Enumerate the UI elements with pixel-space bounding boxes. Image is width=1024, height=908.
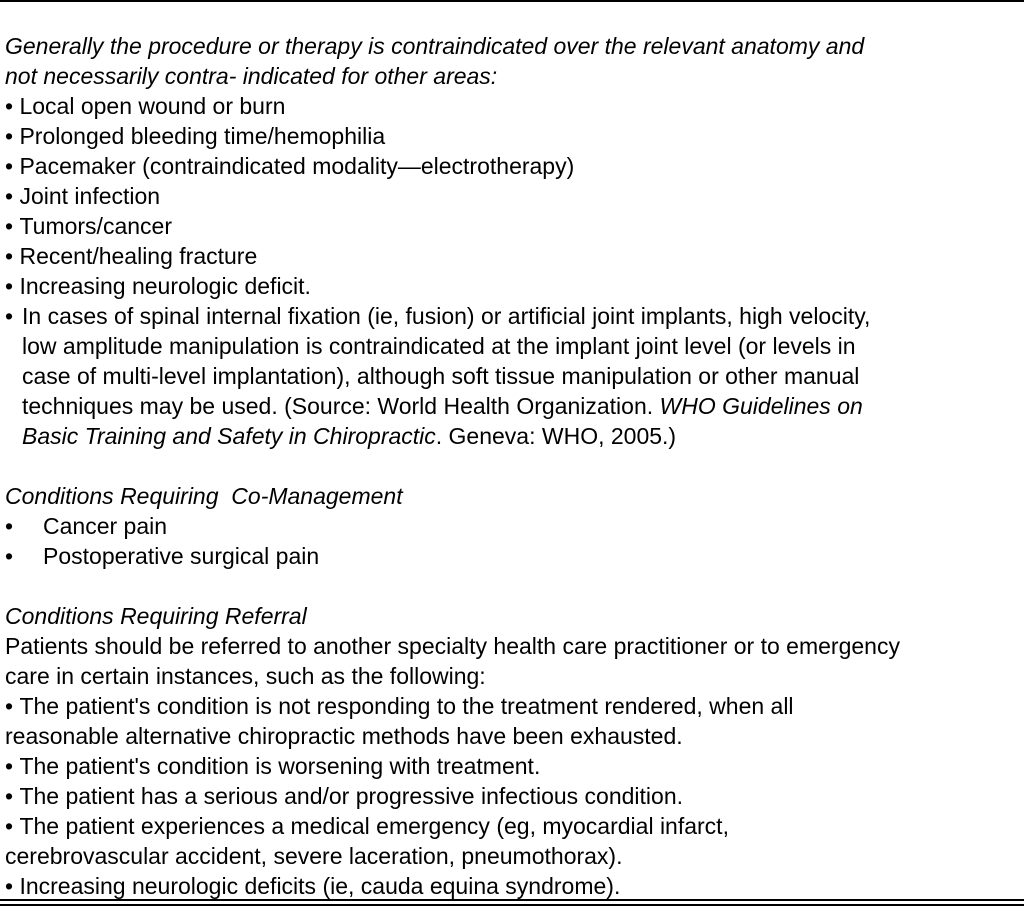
section-heading: Conditions Requiring Co-Management bbox=[5, 483, 403, 509]
bottom-rule bbox=[0, 904, 1024, 906]
list-item: • Prolonged bleeding time/hemophilia bbox=[5, 121, 1020, 151]
section-heading: Conditions Requiring Referral bbox=[5, 603, 307, 629]
list-item: • Cancer pain bbox=[5, 513, 168, 539]
bottom-rule bbox=[0, 899, 1024, 901]
list-item: • Local open wound or burn bbox=[5, 91, 1020, 121]
list-item: • Tumors/cancer bbox=[5, 211, 1020, 241]
co-management-section bbox=[5, 481, 1020, 571]
source-title: Basic Training and Safety in Chiropractic bbox=[22, 423, 436, 449]
bullet-icon: • bbox=[5, 513, 14, 539]
list-item: • The patient's condition is worsening with treatment. bbox=[5, 751, 1020, 781]
list-item: • Pacemaker (contraindicated modality—electrotherapy) bbox=[5, 151, 1020, 181]
intro-line: care in certain instances, such as the following: bbox=[5, 663, 486, 689]
list-item: • Increasing neurologic deficit. bbox=[5, 271, 1020, 301]
bullet-icon: • bbox=[5, 543, 14, 569]
list-item: • Increasing neurologic deficits (ie, cauda equina syndrome). bbox=[5, 871, 1020, 901]
list-item: • The patient experiences a medical emergency (eg, myocardial infarct, bbox=[5, 811, 1020, 841]
referral-section bbox=[5, 601, 1020, 901]
intro-line: not necessarily contra- indicated for other areas: bbox=[5, 63, 498, 89]
list-item: • Postoperative surgical pain bbox=[5, 543, 320, 569]
list-item-continuation: reasonable alternative chiropractic methods have been exhausted. bbox=[5, 723, 683, 749]
document-body bbox=[5, 31, 1020, 901]
list-item: • The patient's condition is not responding to the treatment rendered, when all bbox=[5, 691, 1020, 721]
list-item: • Recent/healing fracture bbox=[5, 241, 1020, 271]
list-item-spinal-fixation: • In cases of spinal internal fixation (ie, fusion) or artificial joint implants, high velocity, low amplitude manipulation is contraindicated at the implant joint level (or levels in case of multi-level implantation), although soft tissue manipulation or other manual techniques may be used. (Source: World Health Organization. WHO Guidelines on Basic Training and Safety in Chiropractic. Geneva: WHO, 2005.) bbox=[5, 303, 871, 449]
contraindications-section bbox=[5, 31, 1020, 451]
list-item-continuation: cerebrovascular accident, severe laceration, pneumothorax). bbox=[5, 843, 623, 869]
intro-line: Patients should be referred to another specialty health care practitioner or to emergency bbox=[5, 633, 900, 659]
list-item: • The patient has a serious and/or progressive infectious condition. bbox=[5, 781, 1020, 811]
source-title: WHO Guidelines on bbox=[659, 393, 863, 419]
top-rule bbox=[0, 0, 1024, 2]
intro-line: Generally the procedure or therapy is contraindicated over the relevant anatomy and bbox=[5, 33, 865, 59]
bullet-icon: • bbox=[5, 303, 14, 329]
list-item: • Joint infection bbox=[5, 181, 1020, 211]
